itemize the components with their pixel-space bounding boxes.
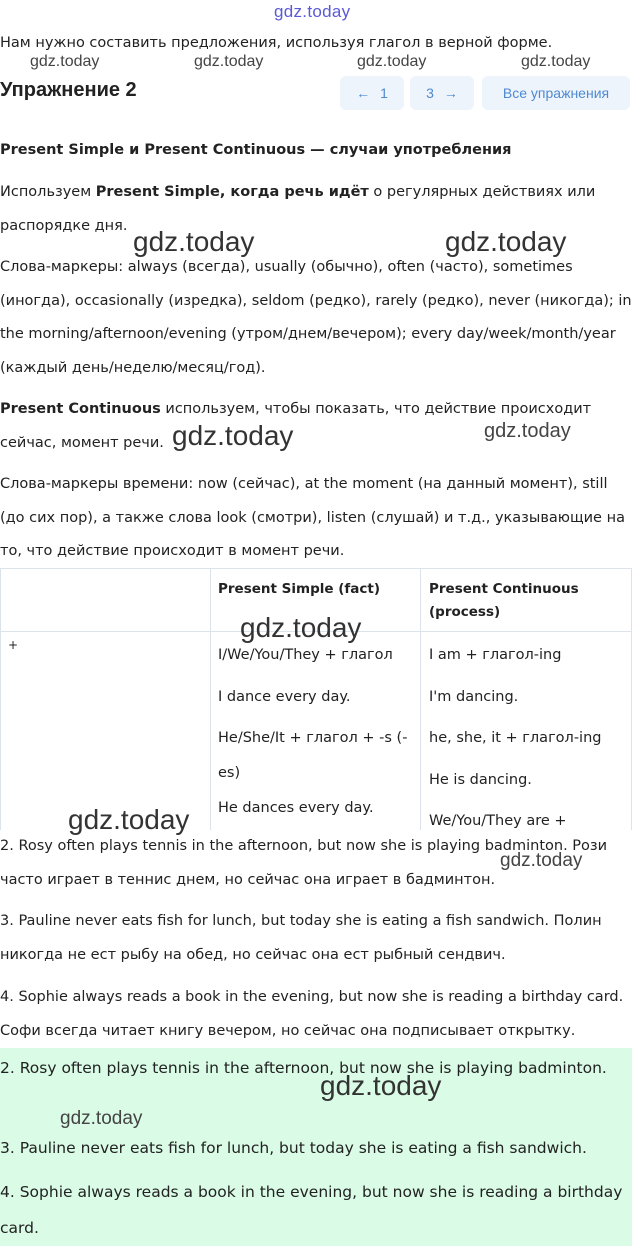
watermark: gdz.today (240, 612, 362, 643)
answer-item: 2. Rosy often plays tennis in the afternoon, but now she is playing badminton. (0, 1059, 607, 1077)
table-simple-cell (218, 635, 416, 830)
table-header-continuous: Present Continuous (process) (429, 581, 579, 620)
ps-lead: Используем (0, 184, 96, 200)
answer-item: 4. Sophie always reads a book in the evening, but now she is reading a birthday card. (0, 1183, 623, 1237)
solution-item: 2. Rosy often plays tennis in the afternoon, but now she is playing badminton. Рози часто играет в теннис днем, но сейчас она играет в бадминтон. (0, 838, 608, 888)
watermark: gdz.today (172, 420, 294, 451)
table-header-simple: Present Simple (fact) (218, 581, 381, 597)
watermark: gdz.today (68, 804, 190, 835)
table-cell: I dance every day. (218, 688, 351, 705)
intro-text: Нам нужно составить предложения, используя глагол в верной форме. (0, 35, 553, 51)
table-cell: He is dancing. (429, 771, 532, 788)
table-cell: I'm dancing. (429, 688, 519, 705)
watermark: gdz.today (60, 1108, 143, 1129)
theory-heading: Present Simple и Present Continuous — случаи употребления (0, 142, 512, 158)
watermark: gdz.today (320, 1070, 442, 1101)
watermark: gdz.today (445, 226, 567, 257)
arrow-left-icon: ← (356, 85, 371, 101)
answer-item: 3. Pauline never eats fish for lunch, but today she is eating a fish sandwich. (0, 1139, 587, 1157)
table-cell: I/We/You/They + глагол (218, 647, 393, 663)
table-cell: He dances every day. (218, 800, 374, 816)
answer-block (0, 1048, 632, 1246)
ps-rest: о регулярных действиях или распорядке дня. (0, 184, 596, 234)
table-cell: We/You/They are + (429, 813, 567, 829)
watermark: gdz.today (484, 420, 571, 442)
solution-item: 3. Pauline never eats fish for lunch, but today she is eating a fish sandwich. Полин никогда не ест рыбу на обед, но сейчас она ест рыбный сендвич. (0, 913, 602, 963)
solution-item: 4. Sophie always reads a book in the evening, but now she is reading a birthday card. Софи всегда читает книгу вечером, но сейчас она подписывает открытку. (0, 989, 624, 1039)
site-watermark: gdz.today (274, 2, 351, 21)
table-continuous-cell (429, 635, 629, 830)
exercise-title: Упражнение 2 (0, 79, 137, 101)
prev-exercise-label: 1 (380, 85, 388, 101)
next-exercise-button[interactable] (410, 76, 474, 110)
table-border (420, 569, 421, 830)
pc-rest: используем, чтобы показать, что действие происходит сейчас, момент речи. (0, 401, 592, 451)
all-exercises-button[interactable] (482, 76, 630, 110)
next-exercise-label: 3 (426, 85, 434, 101)
table-cell: I am + глагол-ing (429, 647, 562, 663)
all-exercises-label: Все упражнения (502, 85, 610, 101)
table-border (0, 569, 1, 830)
watermark: gdz.today (133, 226, 255, 257)
table-cell: he, she, it + глагол-ing (429, 730, 602, 746)
table-cell: He/She/It + глагол + -s (-es) (218, 730, 408, 781)
present-continuous-markers: Слова-маркеры времени: now (сейчас), at the moment (на данный момент), still (до сих пор), а также слова look (смотри), listen (слушай) и т.д., указывающие на то, что действие происходит в момент речи. (0, 476, 625, 559)
present-simple-markers: Слова-маркеры: always (всегда), usually (обычно), often (часто), sometimes (иногда), occasionally (изредка), seldom (редко), rarely (редко), never (никогда); in the morning/afternoon/evening (утром/днем/вечером); every day/week/month/year (каждый день/неделю/месяц/год). (0, 259, 632, 376)
pc-bold: Present Continuous (0, 401, 161, 417)
watermark: gdz.today (357, 53, 427, 70)
arrow-right-icon: → (443, 85, 458, 101)
table-sign-plus: + (8, 638, 19, 652)
watermark: gdz.today (30, 53, 100, 70)
watermark: gdz.today (194, 53, 264, 70)
prev-exercise-button[interactable] (340, 76, 404, 110)
watermark: gdz.today (521, 53, 591, 70)
watermark: gdz.today (500, 850, 583, 871)
ps-bold: Present Simple, когда речь идёт (95, 184, 369, 200)
table-border (210, 569, 211, 830)
tense-comparison-table (0, 568, 632, 830)
